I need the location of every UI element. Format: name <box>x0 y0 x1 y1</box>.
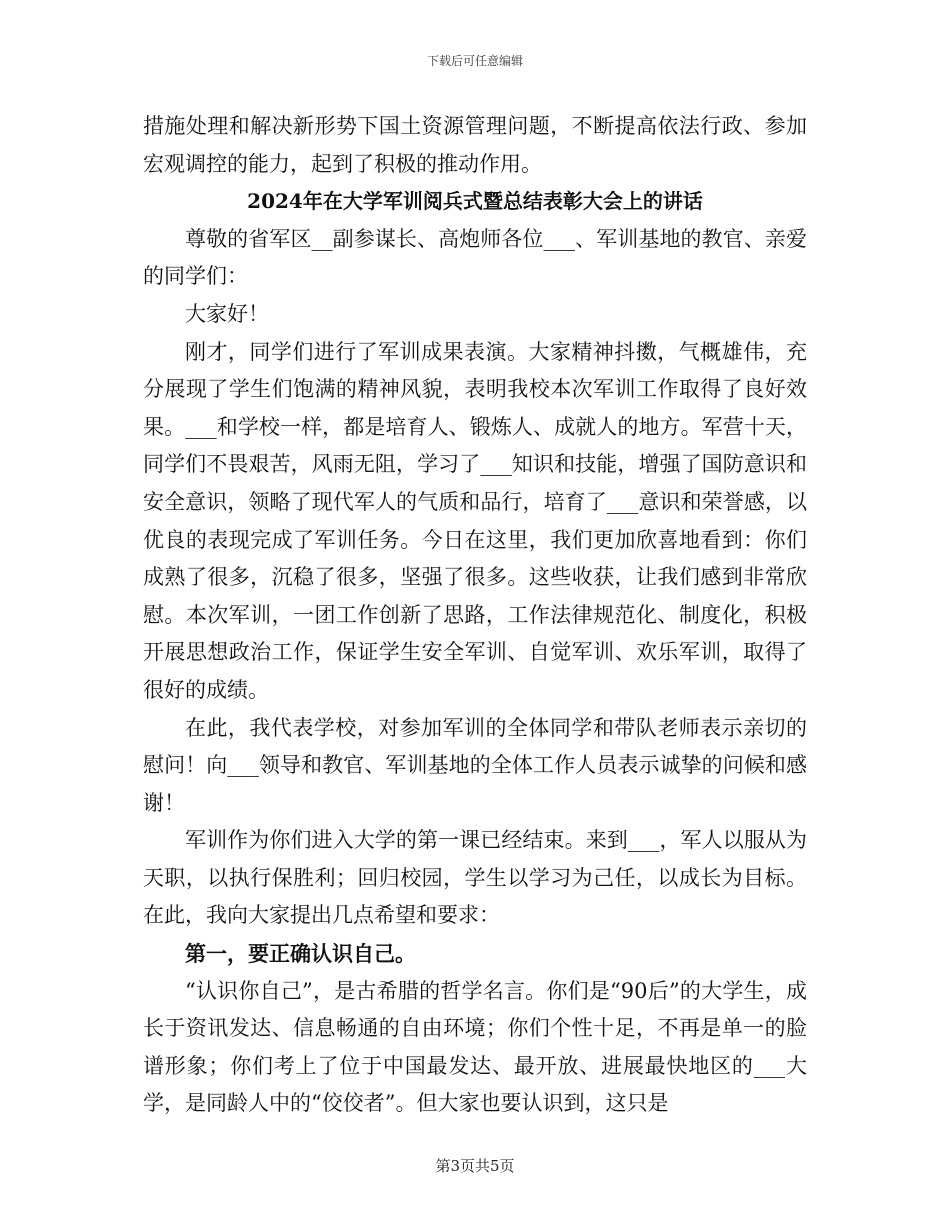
paragraph-know-yourself: “认识你自己”，是古希腊的哲学名言。你们是“90后”的大学生，成长于资讯发达、信息畅通的自由环境；你们个性十足，不再是单一的脸谱形象；你们考上了位于中国最发达、最开放、进展最快地区的___大学，是同龄人中的“佼佼者”。但大家也要认识到，这只是 <box>143 978 807 1116</box>
speech-title: 2024年在大学军训阅兵式暨总结表彰大会上的讲话 <box>247 189 703 214</box>
section-heading-first: 第一，要正确认识自己。 <box>185 941 416 967</box>
page-number: 第3页共5页 <box>435 1157 515 1175</box>
salutation: 尊敬的省军区__副参谋长、高炮师各位___、军训基地的教官、亲爱的同学们： <box>143 226 807 289</box>
header-note: 下载后可任意编辑 <box>426 54 523 68</box>
paragraph-thanks: 在此，我代表学校，对参加军训的全体同学和带队老师表示亲切的慰问！向___领导和教官、军训基地的全体工作人员表示诚挚的问候和感谢！ <box>143 715 807 815</box>
paragraph-training-review: 刚才，同学们进行了军训成果表演。大家精神抖擞，气概雄伟，充分展现了学生们饱满的精神风貌，表明我校本次军训工作取得了良好效果。___和学校一样，都是培育人、锻炼人、成就人的地方。军营十天，同学们不畏艰苦，风雨无阻，学习了___知识和技能，增强了国防意识和安全意识，领略了现代军人的气质和品行，培育了___意识和荣誉感，以优良的表现完成了军训任务。今日在这里，我们更加欣喜地看到：你们成熟了很多，沉稳了很多，坚强了很多。这些收获，让我们感到非常欣慰。本次军训，一团工作创新了思路，工作法律规范化、制度化，积极开展思想政治工作，保证学生安全军训、自觉军训、欢乐军训，取得了很好的成绩。 <box>143 339 807 702</box>
paragraph-continuation: 措施处理和解决新形势下国土资源管理问题，不断提高依法行政、参加宏观调控的能力，起到了积极的推动作用。 <box>143 114 807 176</box>
paragraph-requirements: 军训作为你们进入大学的第一课已经结束。来到___，军人以服从为天职，以执行保胜利；回归校园，学生以学习为己任，以成长为目标。在此，我向大家提出几点希望和要求： <box>143 828 807 928</box>
document-body <box>143 108 807 1123</box>
greeting: 大家好！ <box>185 301 269 326</box>
